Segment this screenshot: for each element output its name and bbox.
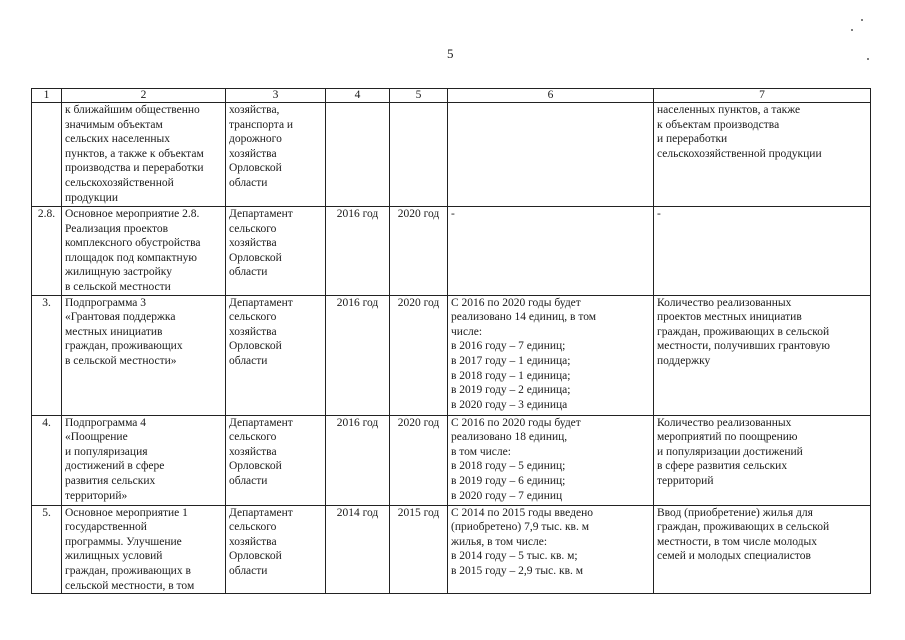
table-header-row (32, 89, 871, 103)
cell-line: территорий» (65, 489, 128, 502)
row-number-cell: 5. (32, 505, 62, 594)
column-header: 6 (448, 89, 654, 103)
start-year-cell: 2016 год (326, 207, 390, 296)
cell-line: сельского (229, 521, 277, 534)
scan-speck (867, 58, 869, 60)
expected-result-cell (448, 295, 654, 415)
measure-name-cell (62, 207, 226, 296)
cell-line: хозяйства, (229, 104, 280, 116)
start-year-cell: 2016 год (326, 295, 390, 415)
cell-line: граждан, проживающих в сельской (657, 325, 830, 338)
cell-line: жилищную застройку (65, 266, 172, 279)
cell-line: Подпрограмма 4 (65, 416, 147, 429)
indicator-cell (654, 103, 871, 207)
cell-line: и популяризация (65, 445, 148, 458)
cell-line: Количество реализованных (657, 416, 792, 429)
cell-line: в сельской местности (65, 280, 171, 293)
cell-line: Подпрограмма 3 (65, 296, 147, 309)
measure-name-cell (62, 505, 226, 594)
cell-line: Департамент (229, 208, 293, 220)
end-year-cell: 2020 год (390, 207, 448, 296)
cell-line: населенных пунктов, а также (657, 104, 801, 116)
executor-cell (226, 295, 326, 415)
cell-line: Орловской (229, 460, 282, 473)
cell-line: пунктов, а также к объектам (65, 147, 204, 160)
end-year-cell: 2015 год (390, 505, 448, 594)
cell-line: комплексного обустройства (65, 237, 201, 250)
cell-line: развития сельских (65, 474, 156, 487)
cell-line: местности, получивших грантовую (657, 340, 830, 353)
cell-line: числе: (451, 325, 483, 338)
executor-cell (226, 207, 326, 296)
start-year-cell: 2014 год (326, 505, 390, 594)
expected-result-cell (448, 207, 654, 296)
end-year-cell: 2020 год (390, 295, 448, 415)
measure-name-cell (62, 295, 226, 415)
column-header: 1 (32, 89, 62, 103)
cell-line: сельского (229, 431, 277, 444)
table-row (32, 207, 871, 296)
cell-line: граждан, проживающих в сельской (657, 521, 830, 534)
cell-line: области (229, 266, 268, 279)
cell-line: области (229, 176, 268, 189)
cell-line: жилья, в том числе: (451, 535, 548, 548)
column-header: 4 (326, 89, 390, 103)
cell-line: в 2020 году – 3 единица (451, 398, 568, 411)
row-number-cell (32, 103, 62, 207)
table-row (32, 415, 871, 505)
cell-line: граждан, проживающих (65, 340, 183, 353)
end-year-cell: 2020 год (390, 415, 448, 505)
cell-line: сельского (229, 222, 277, 235)
cell-line: проектов местных инициатив (657, 311, 802, 324)
column-header: 3 (226, 89, 326, 103)
cell-line: в сфере развития сельских (657, 460, 788, 473)
cell-line: продукции (65, 191, 118, 204)
measure-name-cell (62, 415, 226, 505)
cell-line: достижений в сфере (65, 460, 165, 473)
cell-line: к ближайшим общественно (65, 104, 200, 116)
cell-line: хозяйства (229, 147, 277, 160)
cell-line: хозяйства (229, 325, 277, 338)
measure-name-cell (62, 103, 226, 207)
cell-line: и переработки (657, 133, 728, 146)
cell-line: области (229, 354, 268, 367)
cell-line: области (229, 474, 268, 487)
cell-line: хозяйства (229, 237, 277, 250)
cell-line: в 2016 году – 7 единиц; (451, 340, 566, 353)
cell-line: и популяризации достижений (657, 445, 803, 458)
cell-line: «Грантовая поддержка (65, 311, 176, 324)
cell-line: - (657, 208, 661, 220)
cell-line: в 2019 году – 6 единиц; (451, 474, 566, 487)
cell-line: С 2014 по 2015 годы введено (451, 506, 593, 519)
scan-speck (861, 19, 863, 21)
cell-line: в 2018 году – 5 единиц; (451, 460, 566, 473)
cell-line: Орловской (229, 162, 282, 175)
cell-line: (приобретено) 7,9 тыс. кв. м (451, 521, 589, 534)
executor-cell (226, 505, 326, 594)
expected-result-cell (448, 415, 654, 505)
cell-line: сельской местности, в том (65, 579, 195, 592)
cell-line: в сельской местности» (65, 354, 177, 367)
cell-line: сельскохозяйственной (65, 176, 174, 189)
executor-cell (226, 415, 326, 505)
cell-line: государственной (65, 521, 147, 534)
start-year-cell (326, 103, 390, 207)
row-number-cell: 4. (32, 415, 62, 505)
cell-line: к объектам производства (657, 118, 780, 131)
cell-line: «Поощрение (65, 431, 128, 444)
column-header: 7 (654, 89, 871, 103)
column-header: 2 (62, 89, 226, 103)
cell-line: граждан, проживающих в (65, 564, 191, 577)
cell-line: Департамент (229, 296, 293, 309)
indicator-cell (654, 415, 871, 505)
table-row (32, 505, 871, 594)
cell-line: С 2016 по 2020 годы будет (451, 296, 581, 309)
cell-line: Ввод (приобретение) жилья для (657, 506, 813, 519)
indicator-cell (654, 295, 871, 415)
cell-line: программы. Улучшение (65, 535, 182, 548)
cell-line: - (451, 208, 455, 220)
cell-line: территорий (657, 474, 714, 487)
cell-line: значимым объектам (65, 118, 163, 131)
cell-line: сельского (229, 311, 277, 324)
cell-line: дорожного (229, 133, 282, 146)
cell-line: сельскохозяйственной продукции (657, 147, 822, 160)
measures-table (31, 88, 871, 594)
cell-line: хозяйства (229, 535, 277, 548)
column-header: 5 (390, 89, 448, 103)
cell-line: жилищных условий (65, 550, 163, 563)
cell-line: реализовано 14 единиц, в том (451, 311, 597, 324)
cell-line: хозяйства (229, 445, 277, 458)
cell-line: площадок под компактную (65, 251, 197, 264)
row-number-cell: 3. (32, 295, 62, 415)
executor-cell (226, 103, 326, 207)
cell-line: Основное мероприятие 1 (65, 506, 188, 519)
cell-line: в 2014 году – 5 тыс. кв. м; (451, 550, 578, 563)
cell-line: Основное мероприятие 2.8. (65, 208, 200, 220)
cell-line: Орловской (229, 340, 282, 353)
expected-result-cell (448, 103, 654, 207)
row-number-cell: 2.8. (32, 207, 62, 296)
cell-line: в том числе: (451, 445, 511, 458)
cell-line: Орловской (229, 251, 282, 264)
cell-line: Департамент (229, 506, 293, 519)
cell-line: производства и переработки (65, 162, 204, 175)
table-row (32, 295, 871, 415)
cell-line: поддержку (657, 354, 711, 367)
cell-line: в 2019 году – 2 единица; (451, 384, 571, 397)
cell-line: области (229, 564, 268, 577)
start-year-cell: 2016 год (326, 415, 390, 505)
cell-line: в 2015 году – 2,9 тыс. кв. м (451, 564, 584, 577)
cell-line: местности, в том числе молодых (657, 535, 818, 548)
cell-line: семей и молодых специалистов (657, 550, 811, 563)
cell-line: Орловской (229, 550, 282, 563)
scan-speck (851, 29, 853, 31)
end-year-cell (390, 103, 448, 207)
cell-line: в 2018 году – 1 единица; (451, 369, 571, 382)
cell-line: сельских населенных (65, 133, 171, 146)
expected-result-cell (448, 505, 654, 594)
cell-line: в 2020 году – 7 единиц (451, 489, 563, 502)
cell-line: мероприятий по поощрению (657, 431, 798, 444)
cell-line: транспорта и (229, 118, 294, 131)
cell-line: местных инициатив (65, 325, 163, 338)
table-row (32, 103, 871, 207)
cell-line: реализовано 18 единиц, (451, 431, 568, 444)
cell-line: Департамент (229, 416, 293, 429)
cell-line: Количество реализованных (657, 296, 792, 309)
page-number: 5 (447, 46, 454, 61)
indicator-cell (654, 505, 871, 594)
cell-line: С 2016 по 2020 годы будет (451, 416, 581, 429)
indicator-cell (654, 207, 871, 296)
cell-line: в 2017 году – 1 единица; (451, 354, 571, 367)
cell-line: Реализация проектов (65, 222, 169, 235)
